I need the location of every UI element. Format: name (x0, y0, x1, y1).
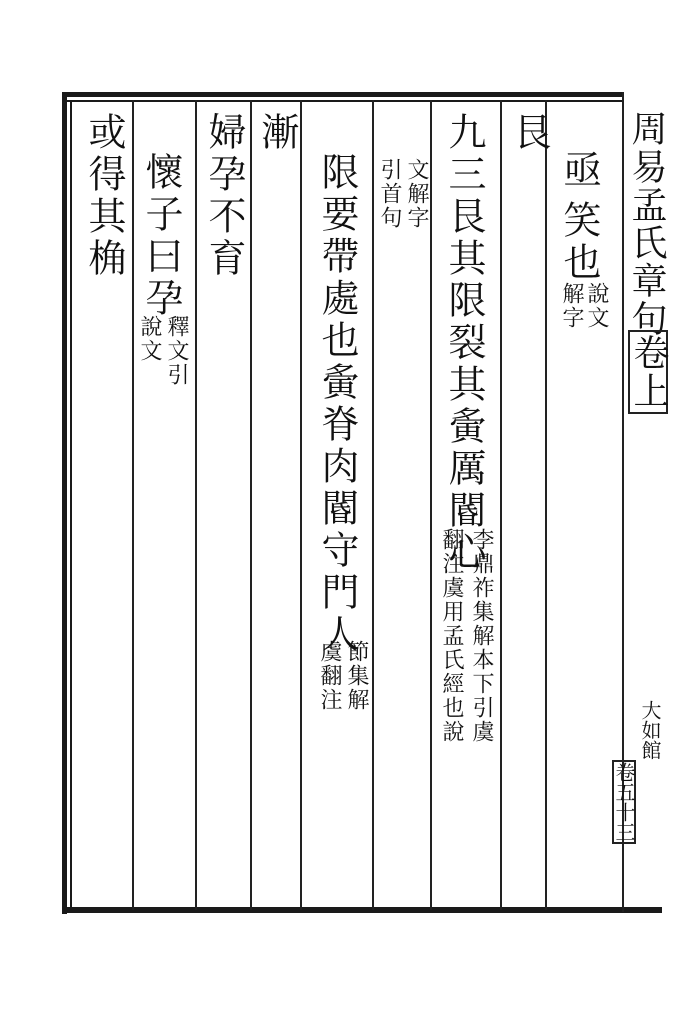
column-rule (195, 100, 197, 910)
page-label: 卷五十三 (612, 762, 636, 842)
column-rule (430, 100, 432, 910)
column-rule (545, 100, 547, 910)
annotation-8a: 釋文引 (164, 315, 189, 387)
column-rule (500, 100, 502, 910)
frame-left-inner-border (70, 100, 72, 912)
column-rule (300, 100, 302, 910)
annotation-3b: 翻注虞用孟氏經也說 (439, 528, 464, 744)
annotation-3a: 李鼎祚集解本下引虞 (469, 528, 494, 744)
annotation-5b: 虞翻注 (317, 640, 342, 712)
text-column-5: 限要帶處也夤脊肉閽守門人 (315, 152, 359, 656)
column-rule (132, 100, 134, 910)
frame-top-inner-border (62, 100, 622, 102)
frame-left-border (62, 92, 67, 914)
frame-top-border (62, 92, 622, 97)
text-column-6: 漸 (255, 112, 299, 154)
annotation-5a: 節集解 (344, 640, 369, 712)
text-column-3: 九三艮其限裂其夤厲閽心 (442, 112, 486, 574)
annotation-4b: 引首句 (377, 158, 402, 230)
column-rule (372, 100, 374, 910)
text-column-8: 懷子曰孕 (139, 152, 183, 320)
annotation-1a: 說文 (584, 282, 609, 330)
annotation-8b: 說文 (137, 315, 162, 363)
collection-name: 大如館 (638, 700, 662, 760)
frame-bottom-border (62, 907, 662, 913)
text-column-1b: 笑也 (557, 200, 601, 284)
text-column-2: 艮 (507, 112, 551, 154)
text-column-7: 婦孕不育 (202, 112, 246, 280)
book-title: 周易孟氏章句 (626, 110, 667, 338)
text-column-1: 亟 (557, 150, 601, 192)
volume-label: 卷上 (628, 330, 668, 414)
text-column-9: 或得其桷 (82, 112, 126, 280)
column-rule (250, 100, 252, 910)
annotation-4a: 文解字 (404, 158, 429, 230)
annotation-1b: 解字 (559, 282, 584, 330)
